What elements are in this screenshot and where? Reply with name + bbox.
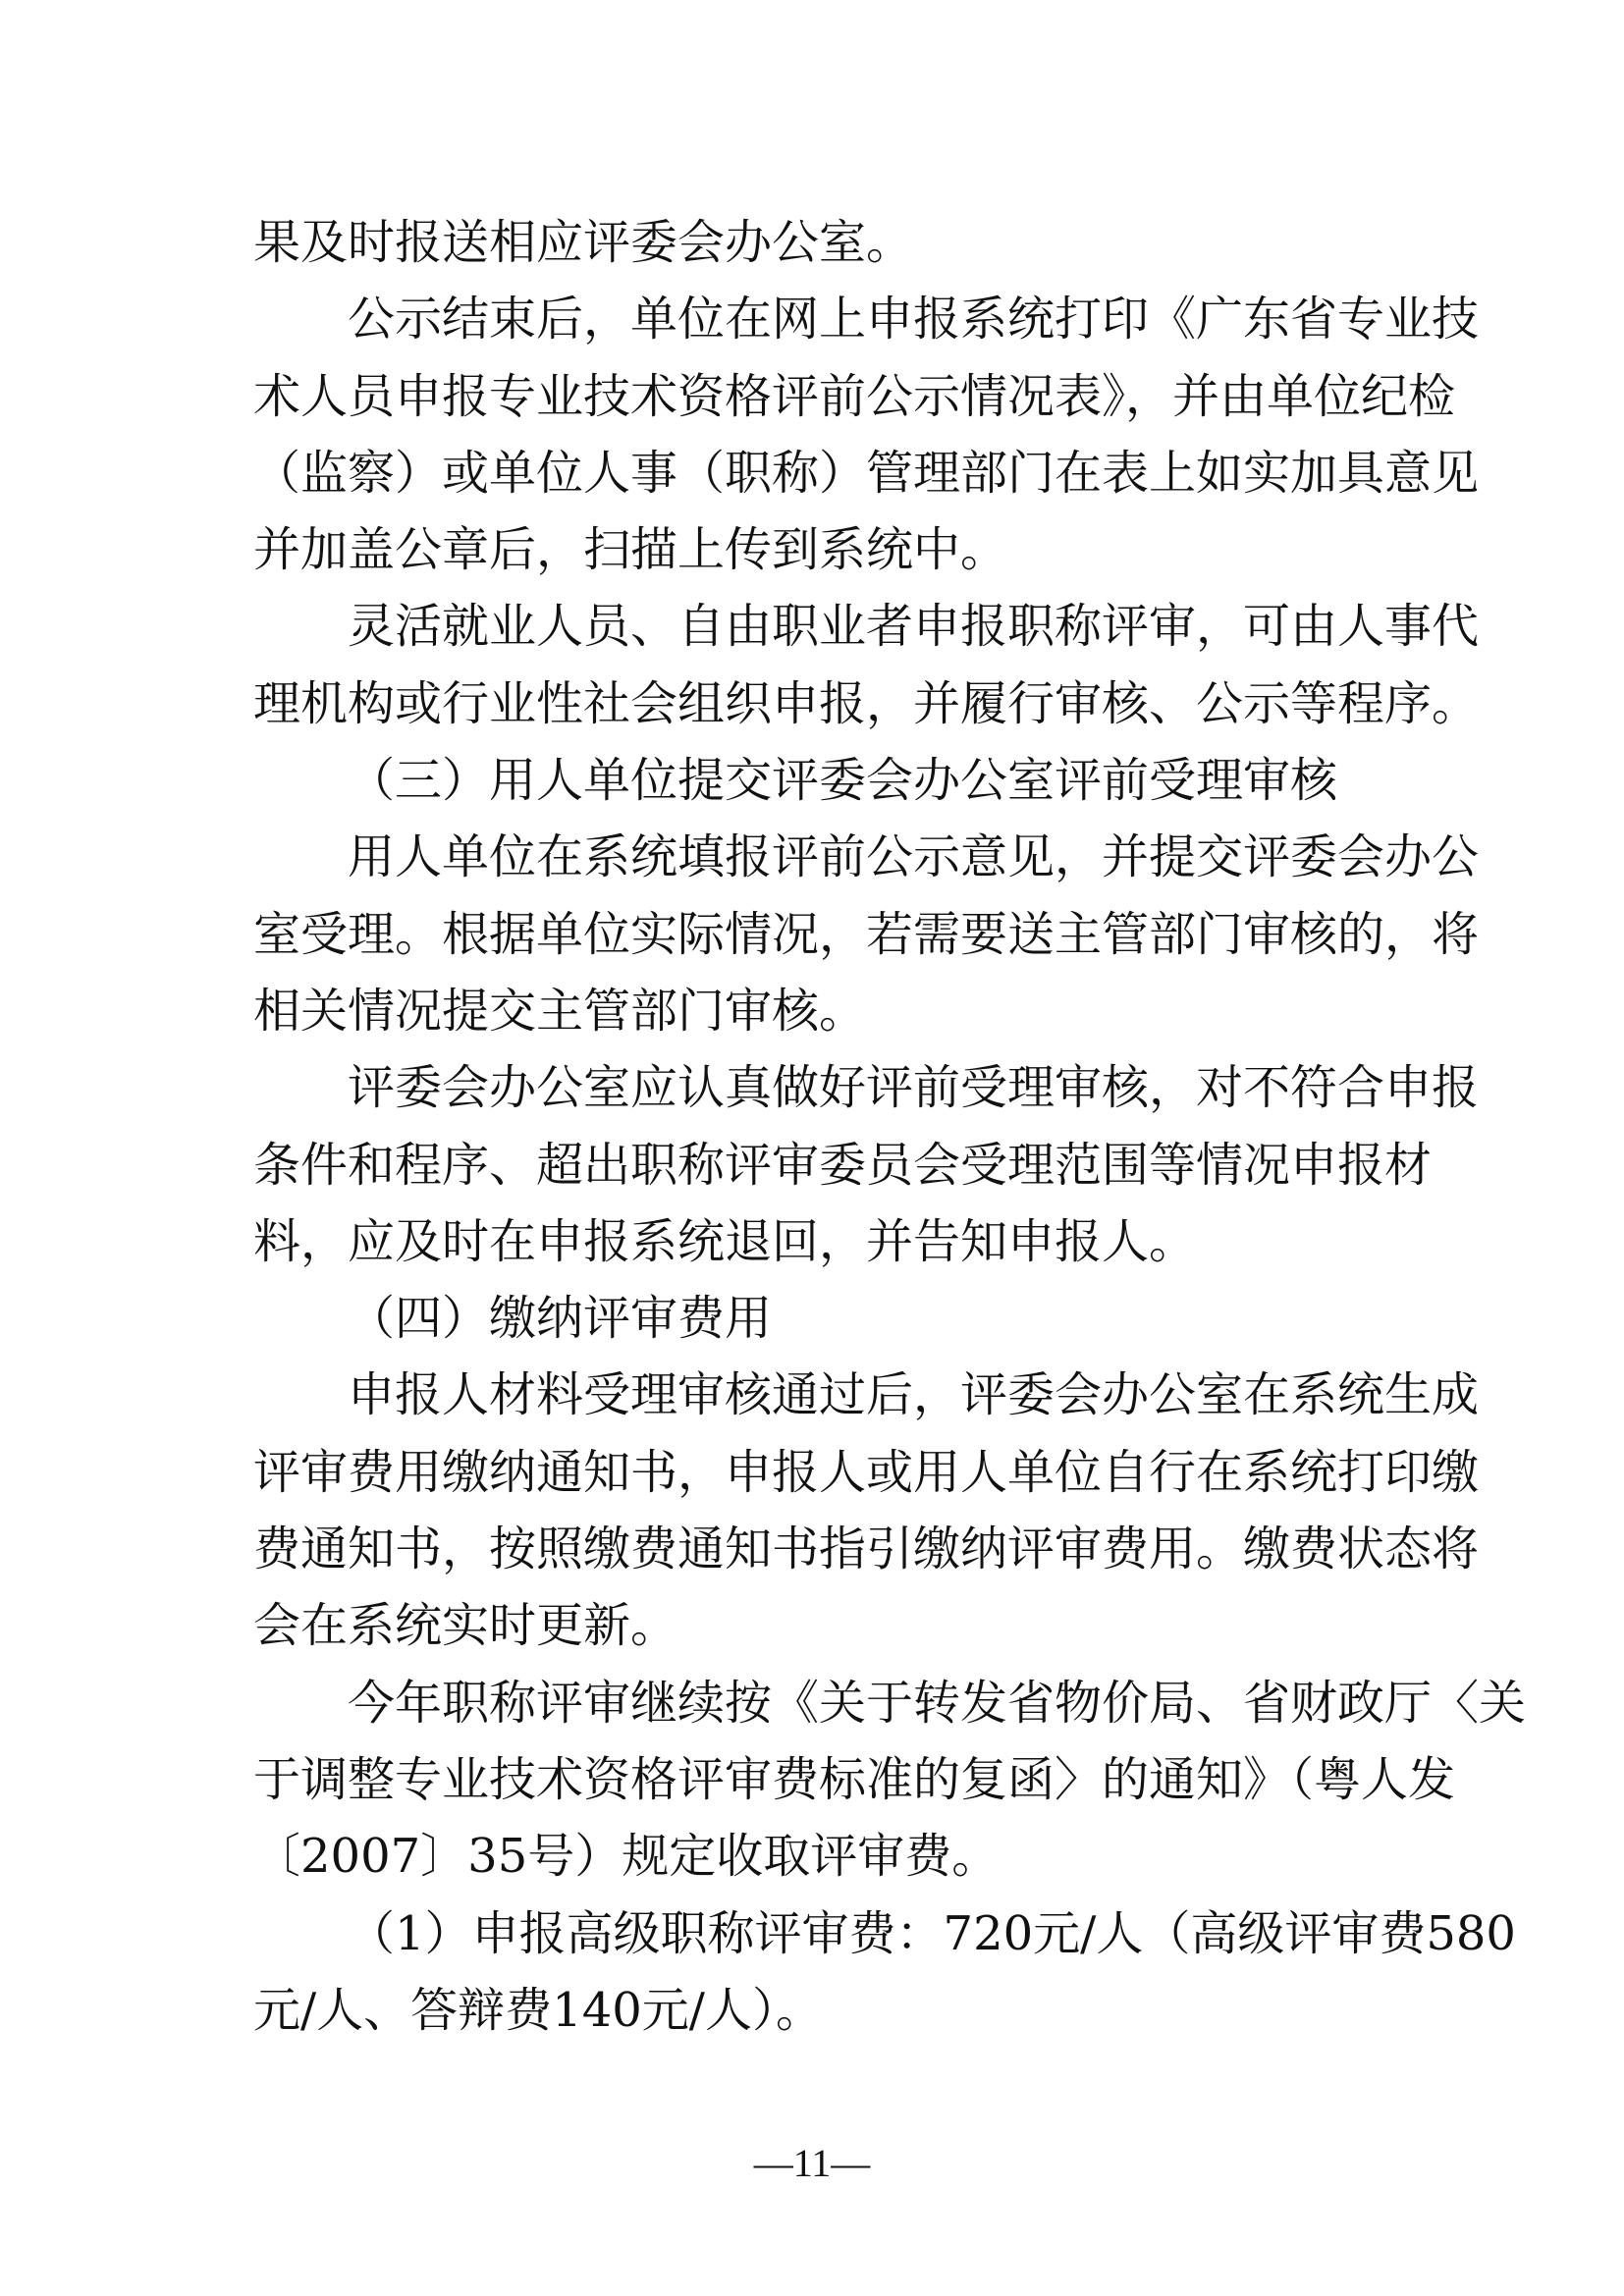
text-line: （四）缴纳评审费用 [348,1291,773,1347]
text-line: 公示结束后，单位在网上申报系统打印《广东省专业技 [348,292,1480,347]
text-line: （三）用人单位提交评委会办公室评前受理审核 [348,753,1338,809]
paragraph [253,819,1480,1049]
paragraph [253,281,1480,588]
text-line: 室受理。根据单位实际情况，若需要送主管部门审核的，将 [253,906,1480,962]
text-line: 评审费用缴纳通知书，申报人或用人单位自行在系统打印缴 [253,1444,1480,1500]
text-line: 申报人材料受理审核通过后，评委会办公室在系统生成 [348,1367,1480,1423]
text-line: 〔2007〕35号）规定收取评审费。 [253,1829,1000,1885]
page-number: —11— [753,2141,871,2185]
paragraph [253,204,1384,281]
text-line: 果及时报送相应评委会办公室。 [253,215,914,270]
text-line: 条件和程序、超出职称评审委员会受理范围等情况申报材 [253,1137,1433,1193]
paragraph [253,1665,1527,1896]
text-line: 评委会办公室应认真做好评前受理审核，对不符合申报 [348,1060,1480,1116]
text-line: 会在系统实时更新。 [253,1598,678,1654]
text-line: （1）申报高级职称评审费：720元/人（高级评审费580 [348,1905,1516,1961]
paragraph [253,1896,1516,2050]
text-line: 料，应及时在申报系统退回，并告知申报人。 [253,1213,1197,1269]
text-line: 用人单位在系统填报评前公示意见，并提交评委会办公 [348,829,1480,885]
paragraph [253,1049,1480,1280]
text-line: （监察）或单位人事（职称）管理部门在表上如实加具意见 [253,445,1480,501]
text-line: 费通知书，按照缴费通知书指引缴纳评审费用。缴费状态将 [253,1522,1480,1577]
text-line: 灵活就业人员、自由职业者申报职称评审，可由人事代 [348,599,1480,655]
text-line: 于调整专业技术资格评审费标准的复函〉的通知》（粤人发 [253,1751,1456,1807]
document-body [253,204,1527,2049]
text-line: 术人员申报专业技术资格评前公示情况表》，并由单位纪检 [253,368,1456,424]
text-line: 元/人、答辩费140元/人）。 [253,1982,823,2038]
paragraph [253,1357,1480,1664]
text-line: 并加盖公章后，扫描上传到系统中。 [253,522,1008,578]
text-line: 理机构或行业性社会组织申报，并履行审核、公示等程序。 [253,675,1480,731]
section-heading [253,1280,1384,1357]
text-line: 今年职称评审继续按《关于转发省物价局、省财政厅〈关 [348,1675,1527,1731]
section-heading [253,742,1384,819]
text-line: 相关情况提交主管部门审核。 [253,983,867,1039]
paragraph [253,588,1480,742]
